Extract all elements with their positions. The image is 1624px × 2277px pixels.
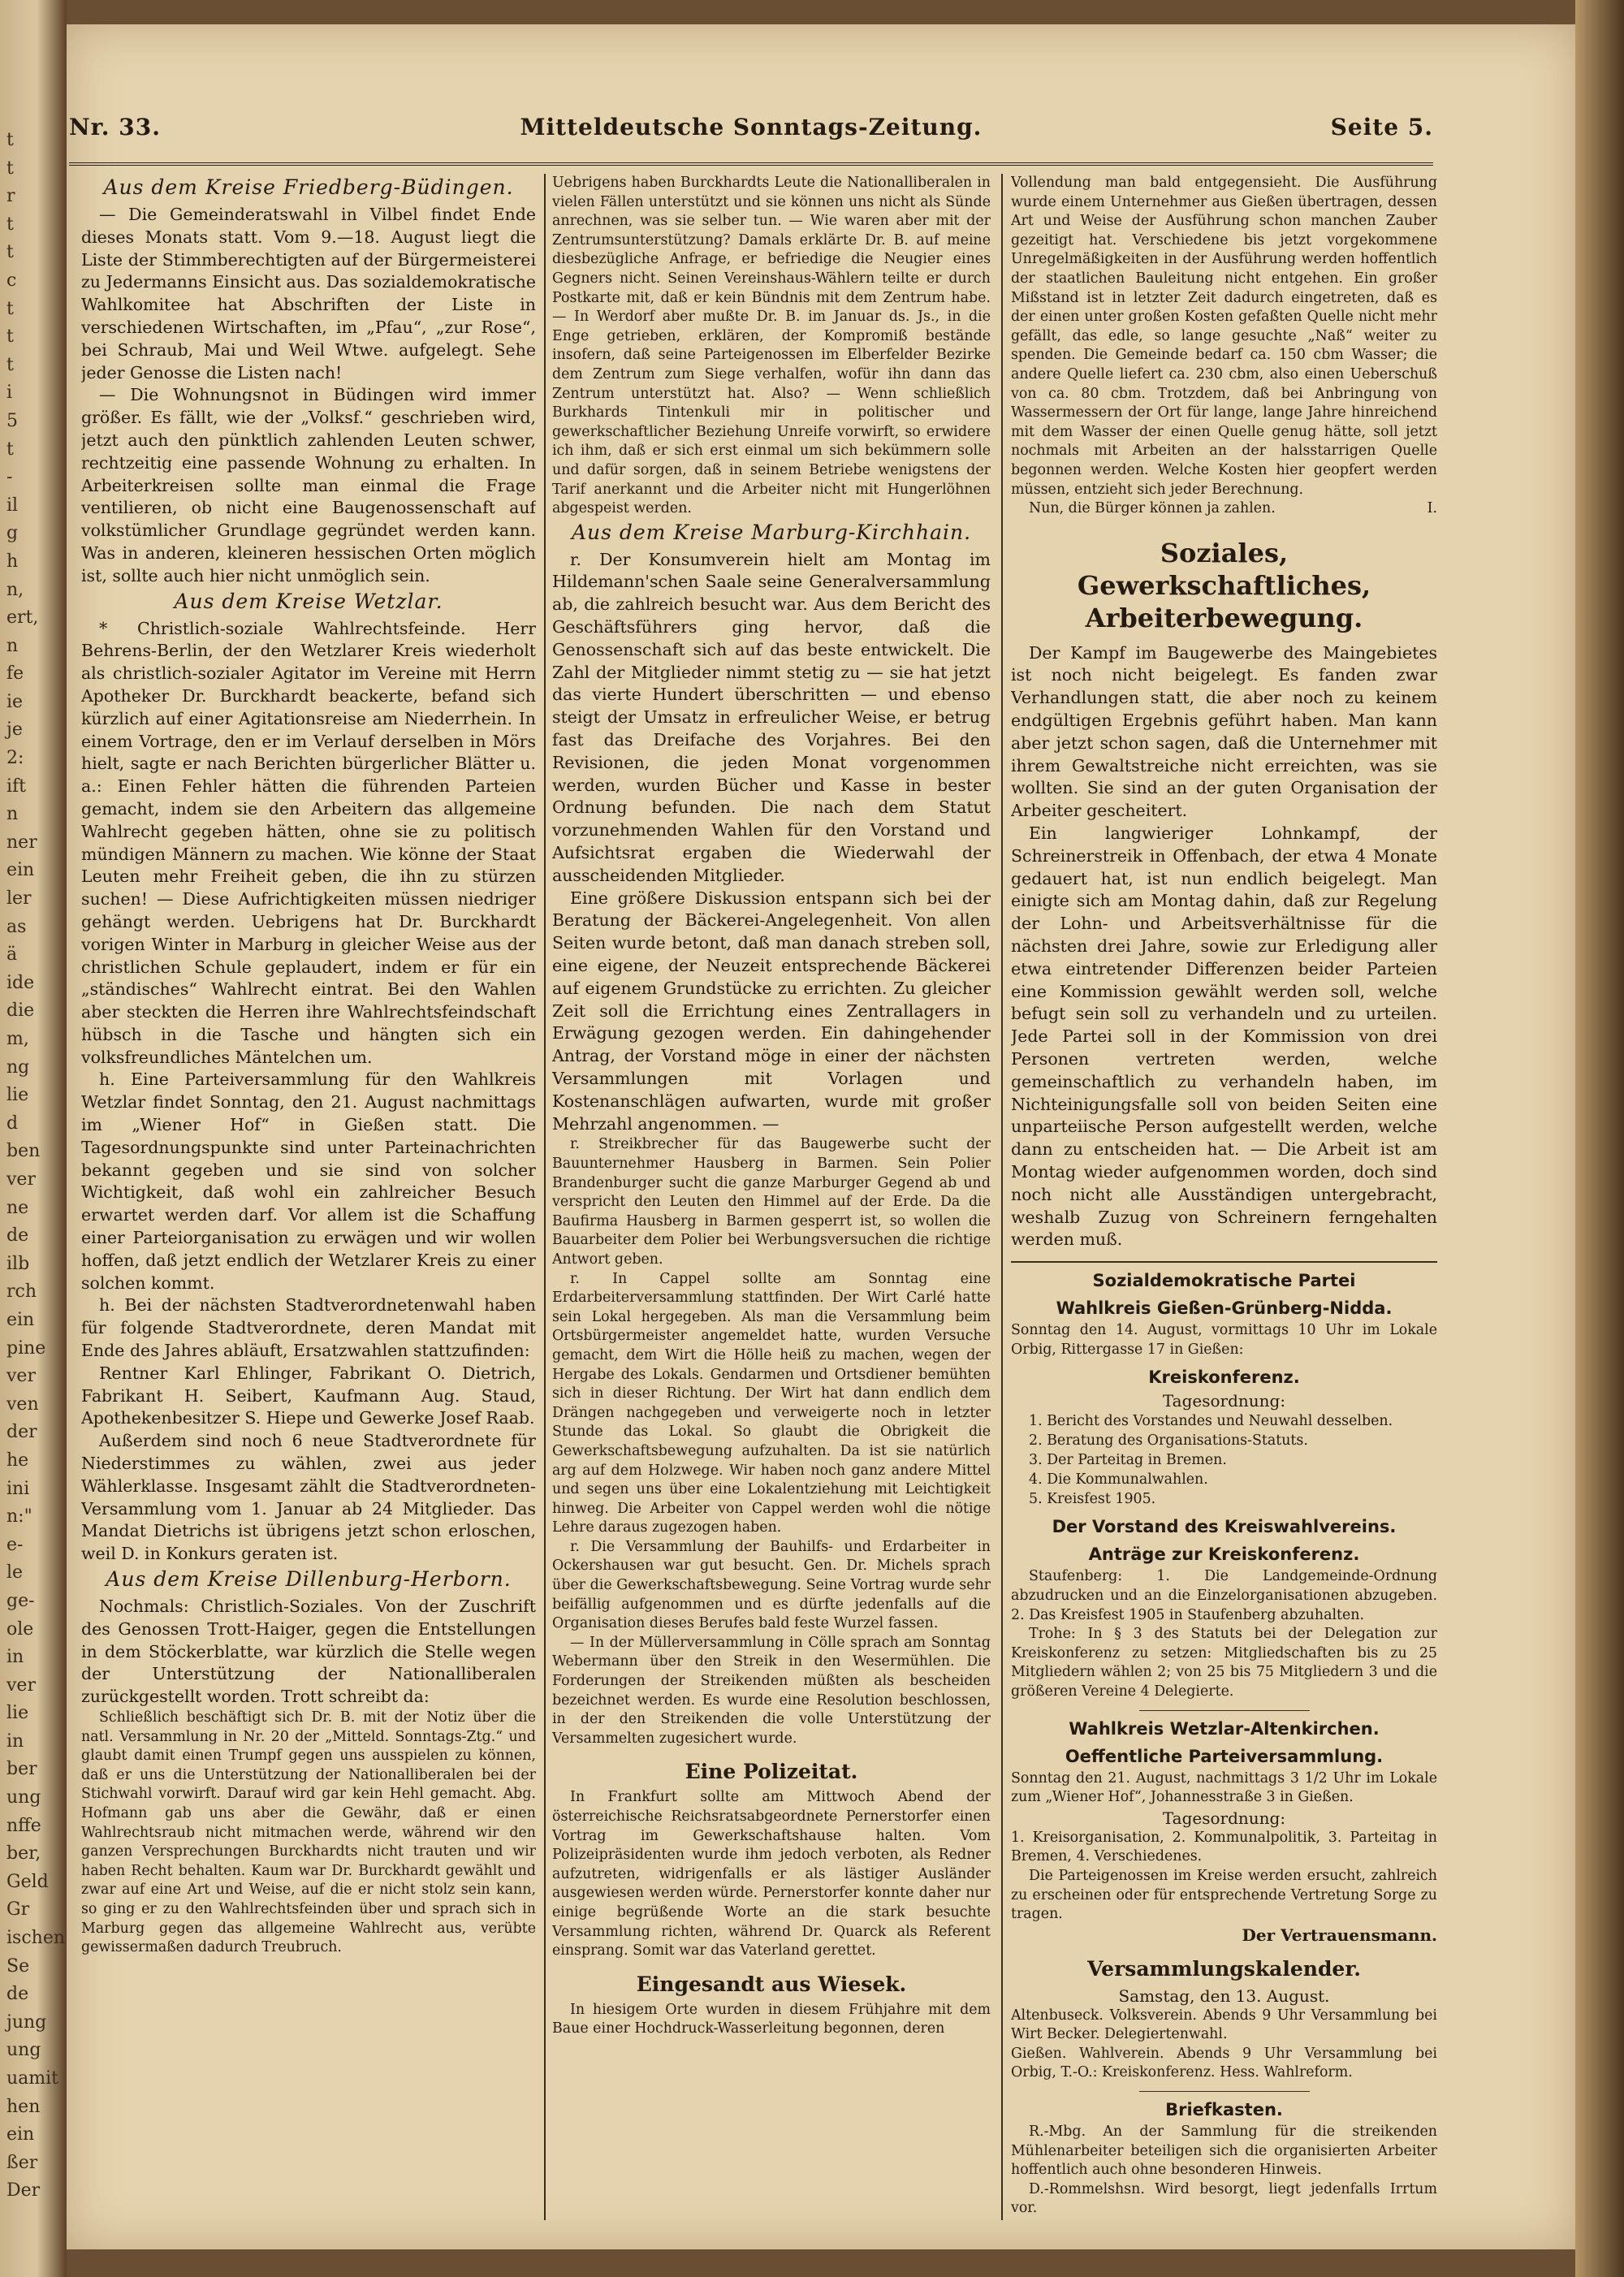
margin-fragment: ift (6, 776, 27, 797)
margin-fragment: ben (6, 1141, 41, 1162)
margin-fragment: n (6, 635, 19, 656)
margin-fragment: fe (6, 663, 24, 685)
margin-fragment: in (6, 1647, 24, 1668)
margin-fragment: c (6, 270, 17, 291)
margin-fragment: t (6, 130, 14, 150)
margin-fragment: n (6, 804, 19, 825)
article-paragraph: Rentner Karl Ehlinger, Fabrikant O. Dietrich, Fabrikant H. Seibert, Kaufmann Aug. Staud, Apothekenbesitzer S. Hiepe und Gewerke Josef Raab. (81, 1363, 536, 1428)
margin-fragment: m, (6, 1029, 29, 1050)
page-edge-shadow (1575, 0, 1624, 2277)
article-paragraph (1011, 499, 1437, 519)
margin-fragment: ng (6, 1056, 30, 1078)
margin-fragment: ini (6, 1478, 30, 1499)
conference-heading: Kreiskonferenz. (1148, 1367, 1300, 1388)
margin-fragment: ung (6, 1787, 41, 1808)
motions-heading: Anträge zur Kreiskonferenz. (1088, 1545, 1360, 1565)
margin-fragment: ler (6, 888, 32, 910)
margin-fragment: pine (6, 1337, 46, 1359)
margin-fragment: n, (6, 579, 24, 600)
page-header (69, 114, 1433, 154)
margin-fragment: ein (6, 1309, 35, 1330)
announcement-text: Sonntag den 14. August, vormittags 10 Uhr im Lokale Orbig, Rittergasse 17 in Gießen: (1011, 1322, 1437, 1358)
margin-fragment: ßer (6, 2152, 38, 2173)
margin-fragment: ein (6, 860, 35, 881)
margin-fragment: ver (6, 1674, 36, 1696)
column-divider (544, 174, 546, 2220)
margin-fragment: 2: (6, 748, 24, 769)
announcement-text: Die Parteigenossen im Kreise werden ersucht, zahlreich zu erscheinen oder für entsprechende Vertretung Sorge zu tragen. (1011, 1867, 1437, 1923)
margin-fragment: h (6, 551, 19, 572)
margin-fragment: Gr (6, 1899, 30, 1921)
calendar-heading: Versammlungskalender. (1087, 1956, 1361, 1981)
margin-fragment: r (6, 186, 15, 207)
margin-fragment: ner (6, 832, 37, 853)
article-paragraph: — Die Gemeinderatswahl in Vilbel findet Ende dieses Monats statt. Vom 9.—18. August liegt die Liste der Stimmberechtigten auf der Bürgermeisterei zu Jedermanns Einsicht aus. Das sozialdemokratische Wahlkomitee hat Abschriften der Liste in verschiedenen Wirtschaften, im „Pfau“, „zur Rose“, bei Schraub, Mai und Weil Wtwe. aufgelegt. Sehe jeder Genosse die Listen nach! (81, 205, 536, 382)
column-2 (552, 174, 991, 2228)
margin-fragment: rch (6, 1281, 37, 1303)
section-heading: Eingesandt aus Wiesek. (636, 1972, 907, 1996)
margin-fragment: ge- (6, 1590, 35, 1611)
article-paragraph: In hiesigem Orte wurden in diesem Frühjahre mit dem Baue einer Hochdruck-Wasserleitung begonnen, deren (552, 2001, 991, 2037)
letterbox-entry: R.-Mbg. An der Sammlung für die streikenden Mühlenarbeiter beteiligen sich die organisierten Arbeiter hoffentlich auch ohne besonderen Hinweis. (1011, 2124, 1437, 2179)
section-heading: Aus dem Kreise Wetzlar. (174, 589, 443, 613)
margin-fragment: de (6, 1984, 29, 2005)
author-signature: I. (1427, 500, 1437, 517)
margin-fragment: le (6, 1562, 24, 1584)
article-quote: Schließlich beschäftigt sich Dr. B. mit der Notiz über die natl. Versammlung in Nr. 20 der „Mitteld. Sonntags-Ztg.“ und glaubt damit einen Trumpf gegen uns ausspielen zu können, daß er uns die Unterstützung der Nationalliberalen bei der Stichwahl vorwirft. Darauf wird gar kein Hehl gemacht. Abg. Hofmann gab uns aber die Gewähr, daß er einen Wahlrechtsraub nicht mitmachen werde, während wir den ganzen Versprechungen Burckhardts nicht trauten und wir haben Recht behalten. Kaum war Dr. Burckhardt gewählt und zwar auf eine Art und Weise, auf die er nicht stolz sein kann, so ging er zu den Wahlrechtsfeinden über und sprach sich in Marburg gegen das allgemeine Wahlrecht aus, verübte gewissermaßen dadurch Treubruch. (81, 1709, 536, 1956)
agenda-item: 2. Beratung des Organisations-Statuts. (1029, 1432, 1308, 1450)
margin-fragment: ven (6, 1393, 39, 1415)
column-3 (1011, 174, 1437, 2228)
margin-fragment: ide (6, 972, 35, 993)
section-heading: Aus dem Kreise Friedberg-Büdingen. (103, 175, 514, 199)
margin-fragment: Der (6, 2180, 41, 2201)
calendar-entry: Altenbuseck. Volksverein. Abends 9 Uhr Versammlung bei Wirt Becker. Delegiertenwahl. (1011, 2007, 1437, 2043)
column-divider (1001, 174, 1003, 2220)
margin-fragment: n:" (6, 1506, 32, 1527)
agenda-item: 4. Die Kommunalwahlen. (1029, 1471, 1208, 1488)
margin-fragment: t (6, 439, 14, 460)
article-paragraph: * Christlich-soziale Wahlrechtsfeinde. Herr Behrens-Berlin, der den Wetzlarer Kreis wiederholt als christlich-sozialer Agitator im Vereine mit Herrn Apotheker Dr. Burckhardt beackerte, befand sich kürzlich auf einer Agitationsreise am Niederrhein. In einem Vortrage, den er im Verlauf derselben in Mörs hielt, sagte er nach Berichten bürgerlicher Blätter u. a.: Einen Fehler hätten die führenden Parteien gemacht, indem sie den Arbeitern das allgemeine Wahlrecht gegeben hätten, ohne sie zu politisch mündigen Männern zu machen. Wie könne der Staat Leuten mehr Freiheit geben, die ihn zu stürzen suchen! — Diese Aufrichtigkeiten müssen niedriger gehängt werden. Uebrigens hat Dr. Burckhardt vorigen Winter in Marburg in gleicher Weise aus der christlichen Schule geplaudert, indem er für ein „ständisches“ Wahlrecht eintrat. Bei den Wahlen aber steckten die Herren ihre Wahlrechtsfeindschaft hübsch in die Tasche und hängten sich ein volksfreundliches Mäntelchen um. (81, 618, 536, 1067)
agenda-item: 1. Bericht des Vorstandes und Neuwahl desselben. (1029, 1413, 1393, 1430)
section-heading: Eine Polizeitat. (685, 1760, 858, 1784)
issue-number: Nr. 33. (69, 114, 161, 140)
article-paragraph: r. Streikbrecher für das Baugewerbe sucht der Bauunternehmer Hausberg in Barmen. Sein Polier Brandenburger sucht die ganze Marburger Gegend ab und verspricht den Leuten den Himmel auf der Erde. Da die Baufirma Hausberg in Barmen gesperrt ist, so wollen die Bauarbeiter dem Polier bei Werbungsversuchen die richtige Antwort geben. (552, 1136, 991, 1268)
margin-fragment: e- (6, 1534, 24, 1555)
agenda-item: 5. Kreisfest 1905. (1029, 1491, 1156, 1508)
header-rule (69, 162, 1433, 166)
margin-fragment: t (6, 242, 14, 263)
margin-fragment: ver (6, 1169, 36, 1190)
margin-fragment: je (6, 719, 23, 741)
margin-fragment: ole (6, 1618, 34, 1640)
margin-fragment: ver (6, 1366, 36, 1387)
article-paragraph: Außerdem sind noch 6 neue Stadtverordnete für Niederstimmes zu wählen, zwei aus jeder Wählerklasse. Insgesamt zählt die Stadtverordneten-Versammlung vom 1. Januar ab 24 Mitglieder. Das Mandat Dietrichs ist übrigens jetzt schon erloschen, weil D. in Konkurs geraten ist. (81, 1431, 536, 1564)
margin-fragment: nffe (6, 1815, 41, 1836)
article-paragraph: In Frankfurt sollte am Mittwoch Abend der österreichische Reichsratsabgeordnete Pernerstorfer einen Vortrag im Gewerkschaftshause halten. Vom Polizeipräsidenten wurde ihm jedoch verboten, als Redner aufzutreten, widrigenfalls er als lästiger Ausländer ausgewiesen werden würde. Pernerstorfer konnte daher nur einige begrüßende Worte an die stark besuchte Versammlung richten, während Dr. Quarck als Referent einsprang. Somit war das Vaterland gerettet. (552, 1789, 991, 1959)
article-paragraph: Vollendung man bald entgegensieht. Die Ausführung wurde einem Unternehmer aus Gießen übertragen, dessen Art und Weise der Ausführung schon manchen Zauber gezeitigt hat. Verschiedene bis jetzt vorgekommene Unregelmäßigkeiten in der Ausführung werden hoffentlich der staatlichen Bauleitung nicht entgehen. Ein großer Mißstand ist in letzter Zeit dadurch eingetreten, daß es der einen unter großen Kosten gefaßten Quelle nicht mehr gefällt, das edle, so lange gesuchte „Naß“ weiter zu spenden. Die Gemeinde bedarf ca. 150 cbm Wasser; die andere Quelle liefert ca. 230 cbm, also einen Ueberschuß von ca. 80 cbm. Trotzdem, daß bei Anbringung von Wassermessern der Ort für lange, lange Jahre hinreichend mit dem Wasser der einen Quelle genug hätte, soll jetzt nochmals mit Arbeiten an der halsstarrigen Quelle begonnen werden. Welche Kosten hier geopfert werden müssen, entzieht sich jeder Berechnung. (1011, 175, 1437, 498)
margin-fragment: ert, (6, 607, 39, 629)
party-subheading: Wahlkreis Gießen-Grünberg-Nidda. (1056, 1298, 1393, 1319)
margin-fragment: ie (6, 691, 24, 712)
article-paragraph: h. Bei der nächsten Stadtverordnetenwahl haben für folgende Stadtverordnete, deren Mandat mit Ende des Jahres abläuft, Ersatzwahlen stattzufinden: (81, 1295, 536, 1361)
margin-fragment: ischen (6, 1928, 66, 1949)
adjacent-page-margin (0, 0, 67, 2277)
margin-fragment: i (6, 382, 13, 404)
margin-fragment: jung (6, 2011, 47, 2033)
margin-fragment: ung (6, 2040, 41, 2061)
margin-fragment: t (6, 214, 14, 235)
margin-fragment: il (6, 495, 19, 516)
margin-fragment: - (6, 467, 13, 488)
calendar-date: Samstag, den 13. August. (1118, 1985, 1330, 2006)
agenda-item: 3. Der Parteitag in Bremen. (1029, 1452, 1227, 1469)
letterbox-heading: Briefkasten. (1165, 2100, 1283, 2120)
article-paragraph: Der Kampf im Baugewerbe des Maingebietes ist noch nicht beigelegt. Es fanden zwar Verhandlungen statt, die aber noch zu keinem endgültigen Ergebnis geführt haben. Man kann aber jetzt schon sagen, daß die Unternehmer mit ihrem Gewaltstreiche nicht erreichten, was sie wollten. Sie sind an der guten Organisation der Arbeiter gescheitert. (1011, 642, 1437, 821)
section-heading: Soziales, Gewerkschaftliches, Arbeiterbewegung. (1077, 537, 1371, 633)
divider (1139, 2091, 1310, 2092)
page-number: Seite 5. (1330, 114, 1433, 140)
margin-fragment: lie (6, 1703, 29, 1724)
divider (1011, 1261, 1437, 1263)
meeting-heading: Oeffentliche Parteiversammlung. (1065, 1746, 1384, 1766)
signature: Der Vertrauensmann. (1242, 1925, 1437, 1945)
margin-fragment: Geld (6, 1871, 49, 1892)
margin-fragment: ne (6, 1197, 29, 1218)
margin-fragment: Se (6, 1955, 30, 1977)
agenda-label: Tagesordnung: (1162, 1391, 1286, 1411)
margin-fragment: uamit (6, 2068, 59, 2089)
margin-fragment: t (6, 326, 14, 348)
agenda-list (1029, 1411, 1437, 1509)
margin-fragment: die (6, 1000, 35, 1022)
calendar-entry: Gießen. Wahlverein. Abends 9 Uhr Versammlung bei Orbig, T.-O.: Kreiskonferenz. Hess. Wahlreform. (1011, 2045, 1437, 2081)
motion-text: Trohe: In § 3 des Statuts bei der Delegation zur Kreiskonferenz zu setzen: Mitgliedschaften bis zu 25 Mitgliedern wählen 2; von 25 bis 75 Mitgliedern 3 und die größeren Vereine 4 Delegierte. (1011, 1626, 1437, 1700)
announcement-text: Sonntag den 21. August, nachmittags 3 1/2 Uhr im Lokale zum „Wiener Hof“, Johannesstraße 3 in Gießen. (1011, 1769, 1437, 1806)
margin-fragment: t (6, 158, 14, 179)
article-paragraph: — Die Wohnungsnot in Büdingen wird immer größer. Es fällt, wie der „Volksf.“ geschrieben wird, jetzt auch den pünktlich zahlenden Leuten schwer, rechtzeitig eine passende Wohnung zu erhalten. In Arbeiterkreisen sollte man einmal die Frage ventilieren, ob nicht eine Baugenossenschaft auf volkstümlicher Grundlage gegründet werden kann. Was in anderen, kleineren hessischen Orten möglich ist, sollte auch hier nicht unmöglich sein. (81, 385, 536, 585)
article-paragraph: r. In Cappel sollte am Sonntag eine Erdarbeiterversammlung stattfinden. Der Wirt Carlé hatte sein Lokal hergegeben. Als man die Versammlung beim Ortsbürgermeister angemeldet hatte, wurden Versuche gemacht, dem Wirt die Hölle heiß zu machen, wegen der Hergabe des Lokals. Gendarmen und Ortsdiener bemühten sich in dieser Richtung. Der Wirt hat dann endlich dem Drängen nachgegeben und verweigerte noch in letzter Stunde das Lokal. So glaubt die Obrigkeit die Gewerkschaftsbewegung aufzuhalten. Da ist sie natürlich arg auf dem Holzwege. Wir haben noch ganz andere Mittel und segen uns über eine Lokalentziehung mit Leichtigkeit hinweg. Die Arbeiter von Cappel werden wohl die nötige Lehre daraus zugezogen haben. (552, 1270, 991, 1536)
article-paragraph: Ein langwieriger Lohnkampf, der Schreinerstreik in Offenbach, der etwa 4 Monate gedauert hat, ist nun endlich beigelegt. Man einigte sich am Montag dahin, daß zur Regelung der Lohn- und Arbeitsverhältnisse für die nächsten drei Jahre, sowie zur Erledigung aller etwa eintretender Differenzen beider Parteien eine Kommission gewählt werden soll, welche befugt sein soll zu verhandeln und zu urteilen. Jede Partei soll in der Kommission von drei Personen vertreten werden, welche gemeinschaftlich zu verhandeln haben, im Nichteinigungsfalle soll von beiden Seiten eine unparteiische Person aufgestellt werden, welche dann zu entscheiden hat. — Die Arbeit ist am Montag wieder aufgenommen worden, doch sind noch nicht alle Ausständigen untergebracht, weshalb Zuzug von Schreinern ferngehalten werden muß. (1011, 823, 1437, 1250)
article-paragraph: Eine größere Diskussion entspann sich bei der Beratung der Bäckerei-Angelegenheit. Von allen Seiten wurde betont, daß man danach streben soll, eine eigene, der Neuzeit entsprechende Bäckerei auf eigenem Grundstücke zu errichten. Zu gleicher Zeit soll die Errichtung eines Zentrallagers in Erwägung gezogen werden. Ein dahingehender Antrag, der Vorstand möge in einer der nächsten Versammlungen mit Vorlagen und Kostenanschlägen aufwarten, wurde mit großer Mehrzahl angenommen. — (552, 888, 991, 1134)
article-paragraph: r. Der Konsumverein hielt am Montag im Hildemann'schen Saale seine Generalversammlung ab, die zahlreich besucht war. Aus dem Bericht des Geschäftsführers ging hervor, daß die Genossenschaft sich auf das beste entwickelt. Die Zahl der Mitglieder nimmt stetig zu — sie hat jetzt das vierte Hundert überschritten — und ebenso steigt der Umsatz in erfreulicher Weise, er betrug fast das Dreifache des Vorjahres. Bei den Revisionen, die jeden Monat vorgenommen werden, wurden Bücher und Kasse in bester Ordnung befunden. Die nach dem Statut vorzunehmenden Wahlen für den Vorstand und Aufsichtsrat ergaben die Wiederwahl der ausscheidenden Mitglieder. (552, 549, 991, 885)
margin-fragment: ber, (6, 1843, 41, 1864)
margin-fragment: lie (6, 1085, 29, 1106)
article-paragraph: Nochmals: Christlich-Soziales. Von der Zuschrift des Genossen Trott-Haiger, gegen die Entstellungen in dem Stöckerblatte, war kürzlich die Stelle wegen der Unterstützung der Nationalliberalen zurückgestellt worden. Trott schreibt da: (81, 1596, 536, 1707)
divider (1139, 1710, 1310, 1711)
margin-fragment: he (6, 1450, 29, 1471)
margin-fragment: ä (6, 944, 18, 966)
margin-fragment: der (6, 1422, 37, 1443)
section-heading: Aus dem Kreise Dillenburg-Herborn. (106, 1567, 512, 1592)
motion-text: Staufenberg: 1. Die Landgemeinde-Ordnung abzudrucken und an die Einzelorganisationen abzugeben. 2. Das Kreisfest 1905 in Staufenberg abzuhalten. (1011, 1568, 1437, 1623)
margin-fragment: d (6, 1113, 19, 1134)
letterbox-entry: D.-Rommelshsn. Wird besorgt, liegt jedenfalls Irrtum vor. (1011, 2180, 1437, 2217)
column-1 (81, 174, 536, 2228)
margin-fragment: 5 (6, 410, 18, 431)
article-paragraph: h. Eine Parteiversammlung für den Wahlkreis Wetzlar findet Sonntag, den 21. August nachmittags im „Wiener Hof“ in Gießen statt. Die Tagesordnungspunkte sind unter Parteinachrichten bekannt gegeben und sie sind von solcher Wichtigkeit, daß wohl ein zahlreicher Besuch erwartet werden darf. Vor allem ist die Schaffung einer Parteiorganisation zu erwägen und wir wollen hoffen, daß jetzt endlich der Wetzlarer Kreis zu einer solchen kommt. (81, 1069, 536, 1293)
agenda-text: 1. Kreisorganisation, 2. Kommunalpolitik, 3. Parteitag in Bremen, 4. Verschiedenes. (1011, 1829, 1437, 1865)
article-quote: Uebrigens haben Burckhardts Leute die Nationalliberalen in vielen Fällen unterstützt und sie können uns nicht als Sünde anrechnen, was sie selber tun. — Wie waren aber mit der Zentrumsunterstützung? Damals erklärte Dr. B. auf meine diesbezügliche Anfrage, er befriedige die Neugier eines Gegners nicht. Seinen Vereinshaus-Wählern teilte er durch Postkarte mit, daß er kein Bündnis mit dem Zentrum habe. — In Werdorf aber mußte Dr. B. im Januar ds. Js., in die Enge getrieben, erklären, der Kompromiß bestände insofern, daß seine Parteigenossen im Elberfelder Bezirke dem Zentrum zum Siege verhalfen, wofür ihn dann das Zentrum unterstützt hat. Also? — Wenn schließlich Burkhards Tintenkuli mir in politischer und gewerkschaftlicher Beziehung Unreife vorwirft, so erwidere ich ihm, daß er sich erst einmal um sich bekümmern solle und dafür sorgen, daß in seinem Betriebe wenigstens der Tarif anerkannt und die Arbeiter nicht mit Hungerlöhnen abgespeist werden. (552, 175, 991, 517)
agenda-label: Tagesordnung: (1162, 1808, 1286, 1828)
article-paragraph: — In der Müllerversammlung in Cölle sprach am Sonntag Webermann über den Streik in den Wesermühlen. Die Forderungen der Streikenden müßten als bescheiden bezeichnet werden. Es wurde eine Resolution beschlossen, in der den Streikenden die volle Unterstützung der Versammelten zugesichert wurde. (552, 1634, 991, 1747)
margin-fragment: in (6, 1730, 24, 1752)
margin-fragment: ein (6, 2124, 35, 2145)
margin-fragment: de (6, 1225, 29, 1247)
margin-fragment: as (6, 916, 27, 937)
margin-fragment: t (6, 354, 14, 375)
signature: Der Vorstand des Kreiswahlvereins. (1052, 1517, 1397, 1537)
article-paragraph: r. Die Versammlung der Bauhilfs- und Erdarbeiter in Ockershausen war gut besucht. Gen. Dr. Michels sprach über die Gewerkschaftsbewegung. Seine Vortrag wurde sehr beifällig aufgenommen und es dürfte jedenfalls auf die Organisation dieses Berufes bald feste Wurzel fassen. (552, 1538, 991, 1632)
section-heading: Aus dem Kreise Marburg-Kirchhain. (571, 520, 972, 544)
margin-fragment: hen (6, 2096, 41, 2117)
margin-fragment: ber (6, 1759, 37, 1780)
margin-fragment: t (6, 298, 14, 319)
closing-line: Nun, die Bürger können ja zahlen. (1029, 500, 1276, 517)
margin-fragment: g (6, 523, 19, 544)
newspaper-title: Mitteldeutsche Sonntags-Zeitung. (520, 114, 983, 140)
party-heading: Sozialdemokratische Partei (1092, 1271, 1356, 1291)
margin-fragment: ilb (6, 1253, 30, 1274)
party-subheading: Wahlkreis Wetzlar-Altenkirchen. (1069, 1718, 1380, 1739)
